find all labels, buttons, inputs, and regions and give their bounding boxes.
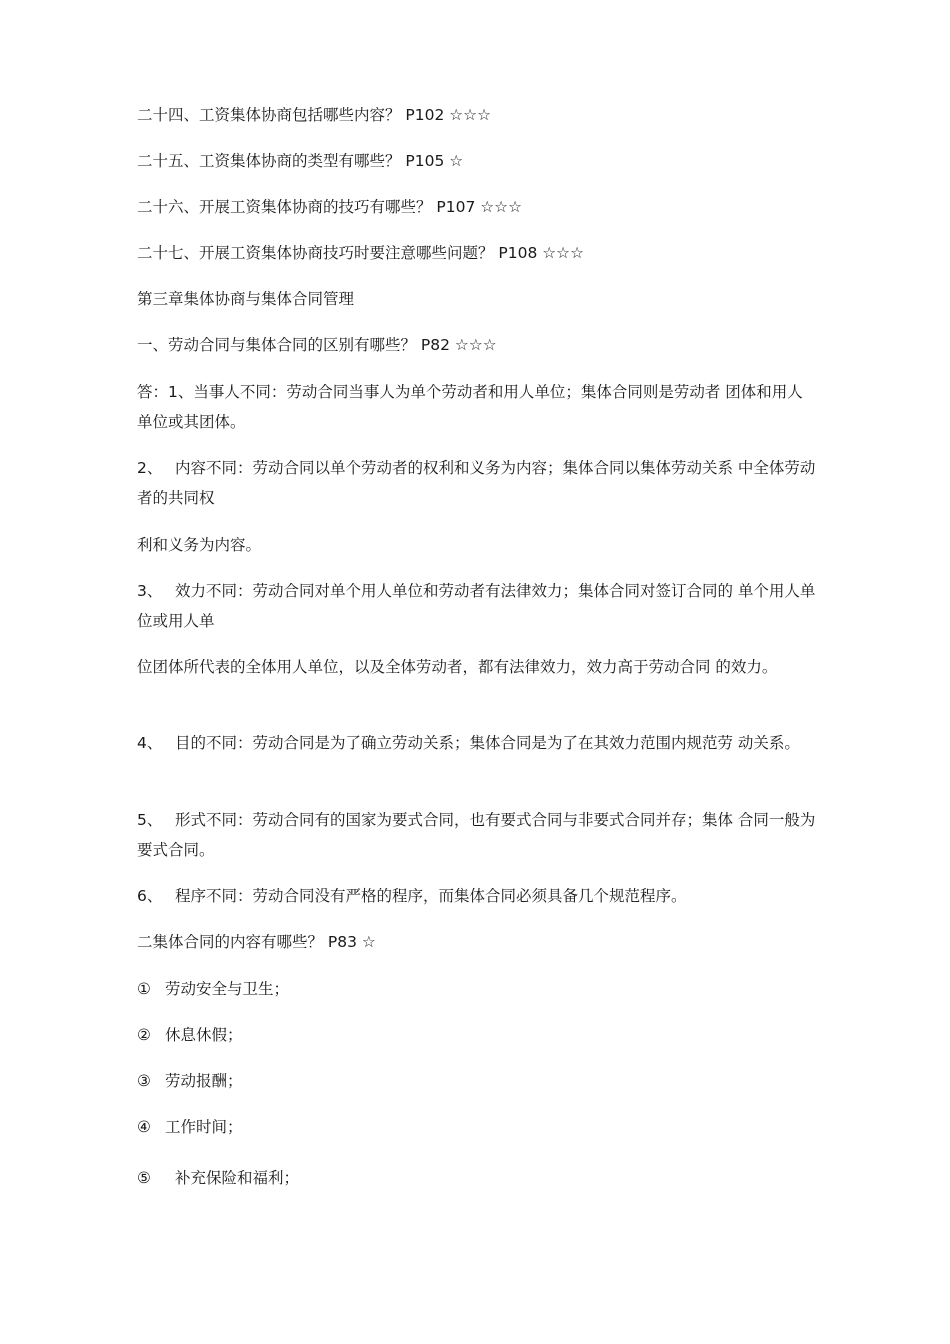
list-item-text: 劳动报酬； [165, 1072, 243, 1090]
list-item-text: 休息休假； [165, 1026, 243, 1044]
item-number: 4、 [137, 734, 163, 752]
circled-number: ⑤ [137, 1169, 151, 1187]
answer-item-2-continuation: 利和义务为内容。 [137, 536, 262, 554]
circled-number: ② [137, 1026, 151, 1044]
answer-item-6 [137, 881, 817, 911]
question-27: 二十七、开展工资集体协商技巧时要注意哪些问题？ P108 ☆☆☆ [137, 244, 584, 262]
answer-item-5 [137, 805, 817, 865]
list-item [137, 1020, 817, 1050]
answer-item-4 [137, 728, 817, 758]
question-26: 二十六、开展工资集体协商的技巧有哪些？ P107 ☆☆☆ [137, 198, 522, 216]
list-item-text: 劳动安全与卫生； [165, 980, 290, 998]
item-text: 目的不同：劳动合同是为了确立劳动关系；集体合同是为了在其效力范围内规范劳 动关系。 [175, 734, 800, 752]
circled-number: ③ [137, 1072, 151, 1090]
list-item-text: 工作时间； [165, 1118, 243, 1136]
question-25: 二十五、工资集体协商的类型有哪些？ P105 ☆ [137, 152, 464, 170]
answer-item-3 [137, 576, 817, 636]
question-2-title: 二集体合同的内容有哪些？ P83 ☆ [137, 933, 376, 951]
item-number: 2、 [137, 459, 163, 477]
item-number: 5、 [137, 811, 163, 829]
item-text: 内容不同：劳动合同以单个劳动者的权利和义务为内容；集体合同以集体劳动关系 中全体劳动者的共同权 [137, 459, 816, 507]
circled-number: ④ [137, 1118, 151, 1136]
list-item [137, 974, 817, 1004]
circled-number: ① [137, 980, 151, 998]
item-text: 效力不同：劳动合同对单个用人单位和劳动者有法律效力；集体合同对签订合同的 单个用人单位或用人单 [137, 582, 816, 630]
item-number: 6、 [137, 887, 163, 905]
question-1-title: 一、劳动合同与集体合同的区别有哪些？ P82 ☆☆☆ [137, 336, 497, 354]
item-text: 程序不同：劳动合同没有严格的程序，而集体合同必须具备几个规范程序。 [175, 887, 687, 905]
list-item [137, 1066, 817, 1096]
item-text: 形式不同：劳动合同有的国家为要式合同，也有要式合同与非要式合同并存；集体 合同一般为要式合同。 [137, 811, 816, 859]
answer-item-2 [137, 453, 817, 513]
list-item [137, 1112, 817, 1142]
answer-item-1: 答：1、当事人不同：劳动合同当事人为单个劳动者和用人单位；集体合同则是劳动者 团体和用人单位或其团体。 [137, 383, 803, 431]
list-item-text: 补充保险和福利； [175, 1169, 300, 1187]
list-item [137, 1163, 817, 1193]
answer-item-3-continuation: 位团体所代表的全体用人单位，以及全体劳动者，都有法律效力，效力高于劳动合同 的效力。 [137, 658, 778, 676]
question-24: 二十四、工资集体协商包括哪些内容？ P102 ☆☆☆ [137, 106, 491, 124]
chapter-title: 第三章集体协商与集体合同管理 [137, 290, 355, 308]
item-number: 3、 [137, 582, 163, 600]
